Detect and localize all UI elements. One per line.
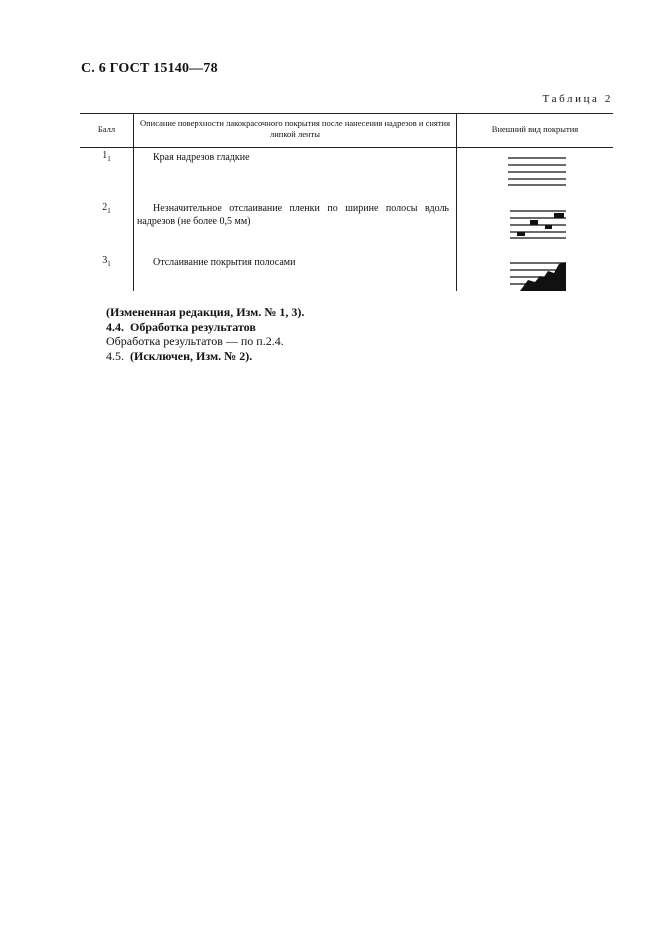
table-row-description: Края надрезов гладкие bbox=[153, 152, 250, 163]
table-row-description: Незначительное отслаивание пленки по ширине полосы вдоль надрезов (не более 0,5 мм) bbox=[137, 203, 449, 227]
column-divider bbox=[456, 113, 457, 291]
section-text: Обработка результатов — по п.2.4. bbox=[106, 334, 284, 348]
column-header-description: Описание поверхности лакокрасочного покрытия после нанесения надрезов и снятия липкой ленты bbox=[139, 118, 451, 139]
smooth-lines-icon bbox=[508, 156, 568, 186]
table-header-rule bbox=[80, 147, 613, 148]
column-divider bbox=[133, 113, 134, 291]
minor-peeling-icon bbox=[508, 208, 568, 240]
revision-note: (Измененная редакция, Изм. № 1, 3). bbox=[106, 305, 305, 319]
table-row-score: $3_1$ bbox=[102, 255, 111, 268]
excluded-item: 4.5. (Исключен, Изм. № 2). bbox=[106, 348, 253, 363]
table-caption: Таблица 2 bbox=[542, 93, 613, 105]
table-row-description: Отслаивание покрытия полосами bbox=[153, 257, 296, 268]
table-row-score: $2_1$ bbox=[102, 202, 111, 215]
column-header-appearance: Внешний вид покрытия bbox=[491, 124, 579, 134]
table-row-score: $1_1$ bbox=[102, 150, 111, 163]
table-top-rule bbox=[80, 113, 613, 114]
section-heading: 4.4. Обработка результатов bbox=[106, 319, 256, 334]
notes-block bbox=[106, 305, 304, 363]
column-header-score: Балл bbox=[97, 124, 116, 134]
strip-peeling-icon bbox=[508, 260, 568, 292]
rating-table bbox=[80, 113, 613, 293]
page-title: С. 6 ГОСТ 15140—78 bbox=[81, 61, 218, 76]
